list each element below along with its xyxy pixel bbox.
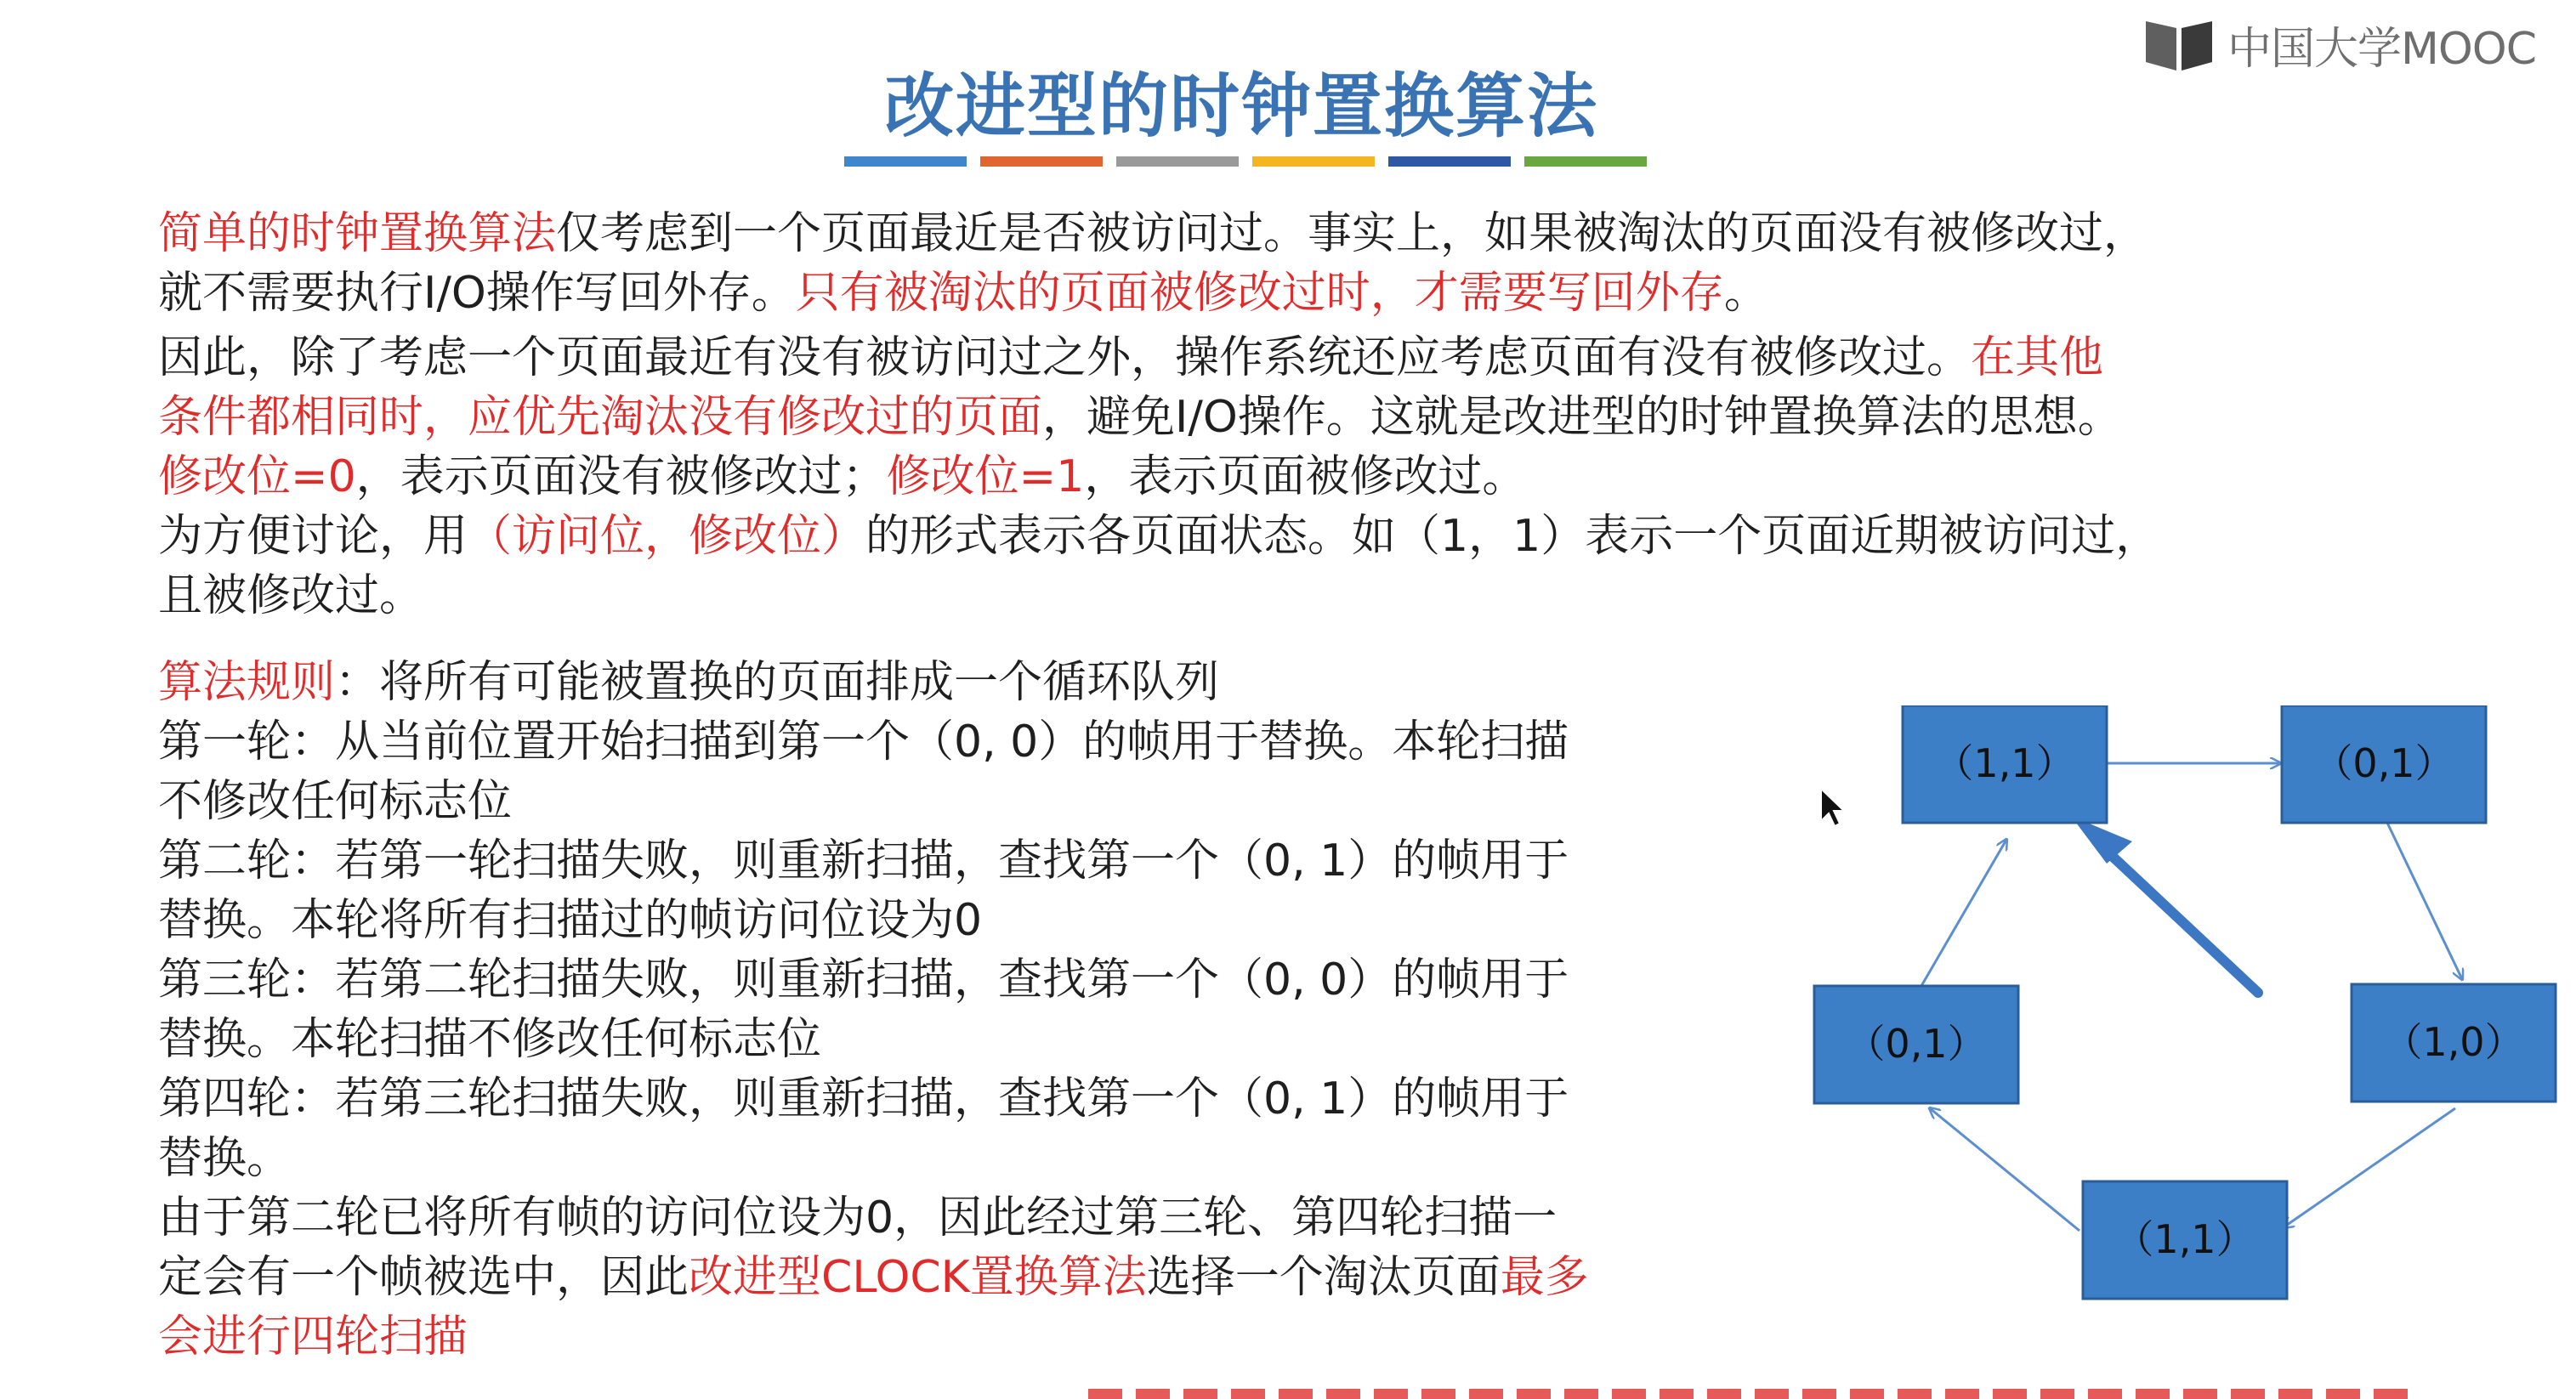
body-text: 且被修改过。 [158,570,424,621]
algo-rule-line [158,653,1589,712]
intro-line-5 [158,447,2420,507]
body-text: 选择一个淘汰页面 [1146,1252,1501,1303]
emphasis-text: （访问位，修改位） [468,511,866,562]
algo-round4-line1: 第四轮：若第三轮扫描失败，则重新扫描，查找第一个（0, 1）的帧用于 [158,1073,1569,1124]
body-text: 。 [1723,268,1768,319]
queue-arrow [1930,1108,2080,1231]
intro-line-4 [158,388,2420,447]
algo-round3-line1: 第三轮：若第二轮扫描失败，则重新扫描，查找第一个（0, 0）的帧用于 [158,954,1569,1005]
intro-section [158,204,2420,626]
body-text: 仅考虑到一个页面最近是否被访问过。事实上，如果被淘汰的页面没有被修改过， [556,208,2148,259]
queue-arrow [1921,840,2006,986]
emphasis-text: 修改位=1 [886,451,1085,502]
algo-conclusion-line3: 会进行四轮扫描 [158,1311,468,1362]
queue-node-bottom [2083,1181,2287,1299]
emphasis-text: 最多 [1500,1252,1589,1303]
logo-text: 中国大学MOOC [2227,23,2537,75]
body-text: ：将所有可能被置换的页面排成一个循环队列 [335,657,1220,708]
cropped-footer-text [1088,1389,2414,1399]
title-bar-orange [980,156,1103,167]
intro-line-2 [158,263,2420,323]
body-text: 为方便讨论，用 [158,511,468,562]
body-text: ，表示页面没有被修改过； [355,451,887,502]
title-bar-yellow [1252,156,1375,167]
emphasis-text: 在其他 [1971,332,2104,383]
node-label: （1,1） [2114,1216,2255,1262]
title-bar-gray [1116,156,1239,167]
node-label: （1,1） [1934,740,2075,786]
body-text: ，表示页面被修改过。 [1084,451,1527,502]
body-text: 的形式表示各页面状态。如（1，1）表示一个页面近期被访问过， [865,511,2160,562]
queue-arrow [2284,1108,2455,1227]
emphasis-text: 条件都相同时，应优先淘汰没有修改过的页面 [158,392,1043,443]
title-bar-darkblue [1388,156,1511,167]
queue-node-right [2352,984,2556,1102]
emphasis-text: 只有被淘汰的页面被修改过时，才需要写回外存 [795,268,1724,319]
current-position-pointer-icon [2071,816,2258,993]
node-label: （1,0） [2383,1019,2524,1065]
body-text: ，避免I/O操作。这就是改进型的时钟置换算法的思想。 [1042,392,2122,443]
algo-conclusion-line2 [158,1248,1589,1307]
algorithm-section [158,653,1589,1367]
algo-round2-line2: 替换。本轮将所有扫描过的帧访问位设为0 [158,895,983,946]
body-text: 定会有一个帧被选中，因此 [158,1252,689,1303]
emphasis-text: 简单的时钟置换算法 [158,208,557,259]
queue-node-top-left [1903,705,2107,823]
algo-round2-line1: 第二轮：若第一轮扫描失败，则重新扫描，查找第一个（0, 1）的帧用于 [158,835,1569,886]
title-bar-blue [844,156,967,167]
algo-conclusion-line1: 由于第二轮已将所有帧的访问位设为0，因此经过第三轮、第四轮扫描一 [158,1192,1558,1243]
intro-line-6 [158,507,2420,566]
body-text: 因此，除了考虑一个页面最近有没有被访问过之外，操作系统还应考虑页面有没有被修改过。 [158,332,1972,383]
title-bar-green [1524,156,1647,167]
emphasis-text: 算法规则 [158,657,336,708]
queue-arrow [2387,823,2462,979]
page-title: 改进型的时钟置换算法 [883,66,1598,147]
body-text: 就不需要执行I/O操作写回外存。 [158,268,796,319]
node-label: （0,1） [1846,1021,1987,1067]
algo-round1-line1: 第一轮：从当前位置开始扫描到第一个（0, 0）的帧用于替换。本轮扫描 [158,716,1569,767]
emphasis-text: 改进型CLOCK置换算法 [689,1252,1147,1303]
algo-round3-line2: 替换。本轮扫描不修改任何标志位 [158,1014,822,1065]
title-underline-bars [844,156,1647,167]
intro-line-1 [158,204,2420,263]
intro-line-3 [158,328,2420,388]
mouse-cursor-icon [1821,789,1844,826]
circular-queue-diagram [1802,705,2559,1317]
algo-round4-line2: 替换。 [158,1133,292,1184]
intro-line-7 [158,566,2420,626]
queue-node-top-right [2282,705,2486,823]
node-label: （0,1） [2313,740,2454,786]
queue-node-left [1814,986,2018,1103]
algo-round1-line2: 不修改任何标志位 [158,776,513,827]
emphasis-text: 修改位=0 [158,451,356,502]
